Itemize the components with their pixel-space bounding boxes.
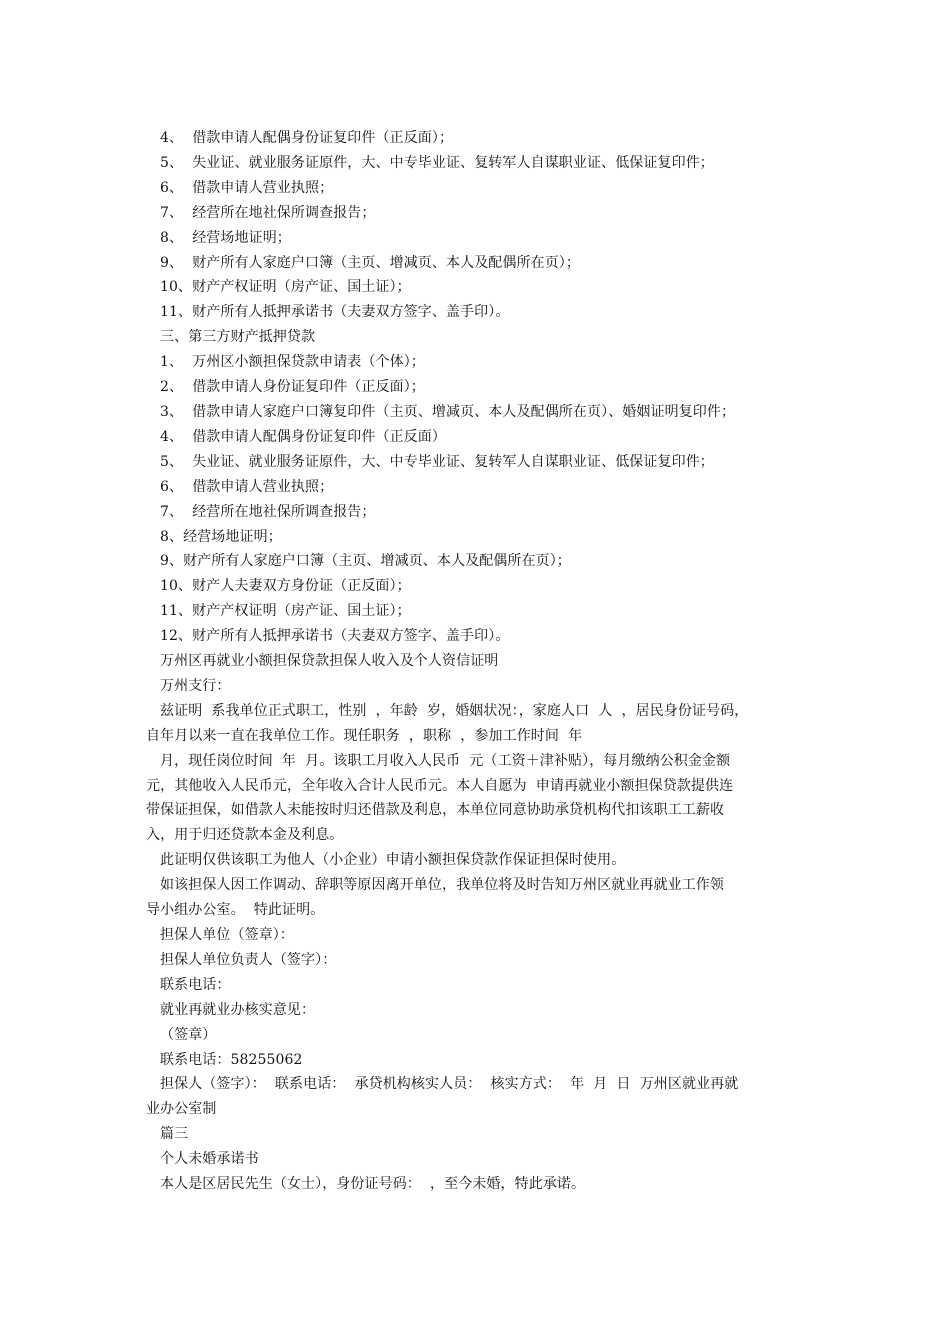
document-line: 担保人（签字）： 联系电话： 承贷机构核实人员： 核实方式： 年 月 日 万州区就业再就 xyxy=(160,1076,739,1093)
document-line: 就业再就业办核实意见： xyxy=(160,1001,316,1018)
document-line: 业办公室制 xyxy=(146,1101,217,1118)
document-line: 7、 经营所在地社保所调查报告； xyxy=(160,503,376,520)
document-line: 万州支行： xyxy=(160,677,231,694)
document-line: 篇三 xyxy=(160,1126,189,1143)
document-line: 9、 财产所有人家庭户口簿（主页、增减页、本人及配偶所在页）； xyxy=(160,254,581,271)
document-line: 联系电话：58255062 xyxy=(160,1051,303,1068)
document-line: 自年月以来一直在我单位工作。现任职务 ，职称 ，参加工作时间 年 xyxy=(146,727,583,744)
document-line: 此证明仅供该职工为他人（小企业）申请小额担保贷款作保证担保时使用。 xyxy=(160,852,626,869)
document-line: 本人是区居民先生（女士），身份证号码： ，至今未婚，特此承诺。 xyxy=(160,1176,586,1193)
document-line: 个人未婚承诺书 xyxy=(160,1151,259,1168)
document-line: 如该担保人因工作调动、辞职等原因离开单位，我单位将及时告知万州区就业再就业工作领 xyxy=(160,877,724,894)
document-line: 4、 借款申请人配偶身份证复印件（正反面）； xyxy=(160,130,454,146)
document-line: 7、 经营所在地社保所调查报告； xyxy=(160,204,376,221)
document-line: 担保人单位（签章）： xyxy=(160,927,294,943)
document-line: 12、财产所有人抵押承诺书（夫妻双方签字、盖手印）。 xyxy=(160,628,510,645)
document-body xyxy=(146,126,816,1197)
document-line: 6、 借款申请人营业执照； xyxy=(160,478,334,495)
document-line: 6、 借款申请人营业执照； xyxy=(160,179,334,196)
document-line: 导小组办公室。 特此证明。 xyxy=(146,902,325,919)
document-line: （签章） xyxy=(160,1026,217,1043)
document-line: 5、 失业证、就业服务证原件，大、中专毕业证、复转军人自谋职业证、低保证复印件； xyxy=(160,154,714,171)
document-line: 入，用于归还贷款本金及利息。 xyxy=(146,827,344,844)
document-line: 万州区再就业小额担保贷款担保人收入及个人资信证明 xyxy=(160,653,499,670)
document-line: 兹证明 系我单位正式职工，性别 ，年龄 岁，婚姻状况：，家庭人口 人 ，居民身份证号码， xyxy=(160,702,749,719)
document-line: 9、财产所有人家庭户口簿（主页、增减页、本人及配偶所在页）； xyxy=(160,553,571,570)
document-line: 5、 失业证、就业服务证原件，大、中专毕业证、复转军人自谋职业证、低保证复印件； xyxy=(160,453,714,470)
document-line: 联系电话： xyxy=(160,976,231,993)
document-line: 担保人单位负责人（签字）： xyxy=(160,951,337,968)
document-line: 8、 经营场地证明； xyxy=(160,229,291,246)
document-line: 月，现任岗位时间 年 月。该职工月收入人民币 元（工资＋津补贴），每月缴纳公积金金额 xyxy=(160,752,731,769)
document-line: 8、经营场地证明； xyxy=(160,528,282,545)
document-line: 元，其他收入人民币元，全年收入合计人民币元。本人自愿为 申请再就业小额担保贷款提供连 xyxy=(146,777,734,794)
document-line: 11、财产产权证明（房产证、国土证）； xyxy=(160,603,411,620)
document-line: 2、 借款申请人身份证复印件（正反面）； xyxy=(160,379,425,396)
document-line: 3、 借款申请人家庭户口簿复印件（主页、增减页、本人及配偶所在页）、婚姻证明复印件； xyxy=(160,403,736,420)
document-line: 三、第三方财产抵押贷款 xyxy=(160,329,316,346)
document-line: 4、 借款申请人配偶身份证复印件（正反面） xyxy=(160,428,447,445)
document-line: 10、财产人夫妻双方身份证（正反面）； xyxy=(160,578,411,595)
document-line: 带保证担保，如借款人未能按时归还借款及利息，本单位同意协助承贷机构代扣该职工工薪收 xyxy=(146,802,725,819)
document-line: 10、财产产权证明（房产证、国土证）； xyxy=(160,279,411,296)
document-line: 11、财产所有人抵押承诺书（夫妻双方签字、盖手印）。 xyxy=(160,304,510,321)
document-line: 1、 万州区小额担保贷款申请表（个体）； xyxy=(160,354,425,371)
